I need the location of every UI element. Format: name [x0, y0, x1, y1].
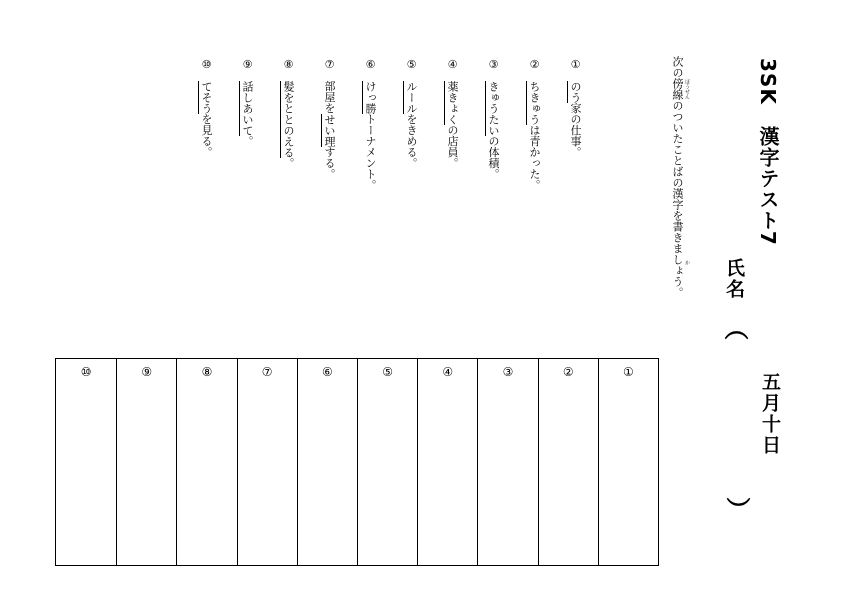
ruby-ka: か [684, 260, 690, 265]
question-target: ルール [405, 80, 418, 114]
name-paren-close: ） [722, 497, 750, 521]
answer-cell-6[interactable] [297, 359, 357, 565]
ruby-bousen: ぼうせん [684, 79, 690, 99]
answer-cell-3[interactable] [477, 359, 537, 565]
question-number: ⑨ [241, 58, 254, 71]
question-post: の体積。 [487, 135, 500, 180]
test-title: 3SK 漢字テスト7 [756, 58, 780, 246]
question-target: のう [569, 80, 582, 103]
name-paren-open: （ [720, 316, 748, 340]
answer-cell-label: ② [562, 365, 574, 379]
test-date: 五月十日 [759, 372, 781, 456]
question-6 [364, 58, 376, 191]
question-target: 話しあいて [241, 80, 254, 136]
question-number: ① [569, 58, 582, 71]
question-target: 薬きょく [446, 80, 459, 125]
answer-cell-10[interactable] [56, 359, 116, 565]
answer-grid [55, 358, 659, 566]
answer-cell-1[interactable] [598, 359, 658, 565]
answer-cell-label: ③ [502, 365, 514, 379]
question-2 [528, 58, 540, 191]
answer-cell-label: ⑨ [141, 365, 153, 379]
question-number: ③ [487, 58, 500, 71]
question-7 [323, 58, 335, 180]
answer-cell-label: ⑦ [261, 365, 273, 379]
instructions: 次の傍線のついたことばの漢字を書きましょう。 [671, 56, 684, 298]
question-3 [487, 58, 499, 180]
question-post: する。 [323, 146, 336, 180]
answer-cell-5[interactable] [357, 359, 417, 565]
question-target: きゅうたい [487, 80, 500, 136]
question-post: 。 [241, 135, 254, 147]
answer-cell-label: ⑧ [201, 365, 213, 379]
question-target: 髪をととのえる [282, 80, 295, 158]
question-9 [241, 58, 253, 147]
question-post: は青かった。 [528, 124, 541, 191]
question-8 [282, 58, 294, 169]
question-number: ⑩ [200, 58, 213, 71]
answer-cell-4[interactable] [417, 359, 477, 565]
question-number: ⑤ [405, 58, 418, 71]
answer-cell-7[interactable] [237, 359, 297, 565]
question-post: 。 [282, 157, 295, 169]
answer-cell-2[interactable] [538, 359, 598, 565]
question-number: ② [528, 58, 541, 71]
question-number: ⑦ [323, 58, 336, 71]
answer-cell-8[interactable] [176, 359, 236, 565]
question-post: をきめる。 [405, 113, 418, 169]
answer-cell-label: ① [623, 365, 634, 379]
answer-cell-9[interactable] [116, 359, 176, 565]
question-target: てそう [200, 80, 213, 114]
question-post: を見る。 [200, 113, 213, 158]
question-5 [405, 58, 417, 169]
question-10 [200, 58, 212, 158]
question-target: せい理 [323, 113, 336, 147]
question-target: けっ勝 [364, 80, 377, 114]
question-number: ⑧ [282, 58, 295, 71]
question-1 [569, 58, 581, 158]
question-4 [446, 58, 458, 169]
answer-cell-label: ⑤ [382, 365, 393, 379]
answer-cell-label: ④ [442, 365, 454, 379]
question-target: ちきゅう [528, 80, 541, 125]
question-pre: 部屋を [323, 80, 336, 114]
answer-cell-label: ⑥ [322, 365, 333, 379]
question-post: の店員。 [446, 124, 459, 169]
question-post: トーナメント。 [364, 113, 377, 191]
name-label: 氏名 [723, 258, 745, 300]
question-post: 家の仕事。 [569, 102, 582, 158]
question-number: ④ [446, 58, 459, 71]
question-number: ⑥ [364, 58, 377, 71]
answer-cell-label: ⑩ [80, 365, 92, 379]
